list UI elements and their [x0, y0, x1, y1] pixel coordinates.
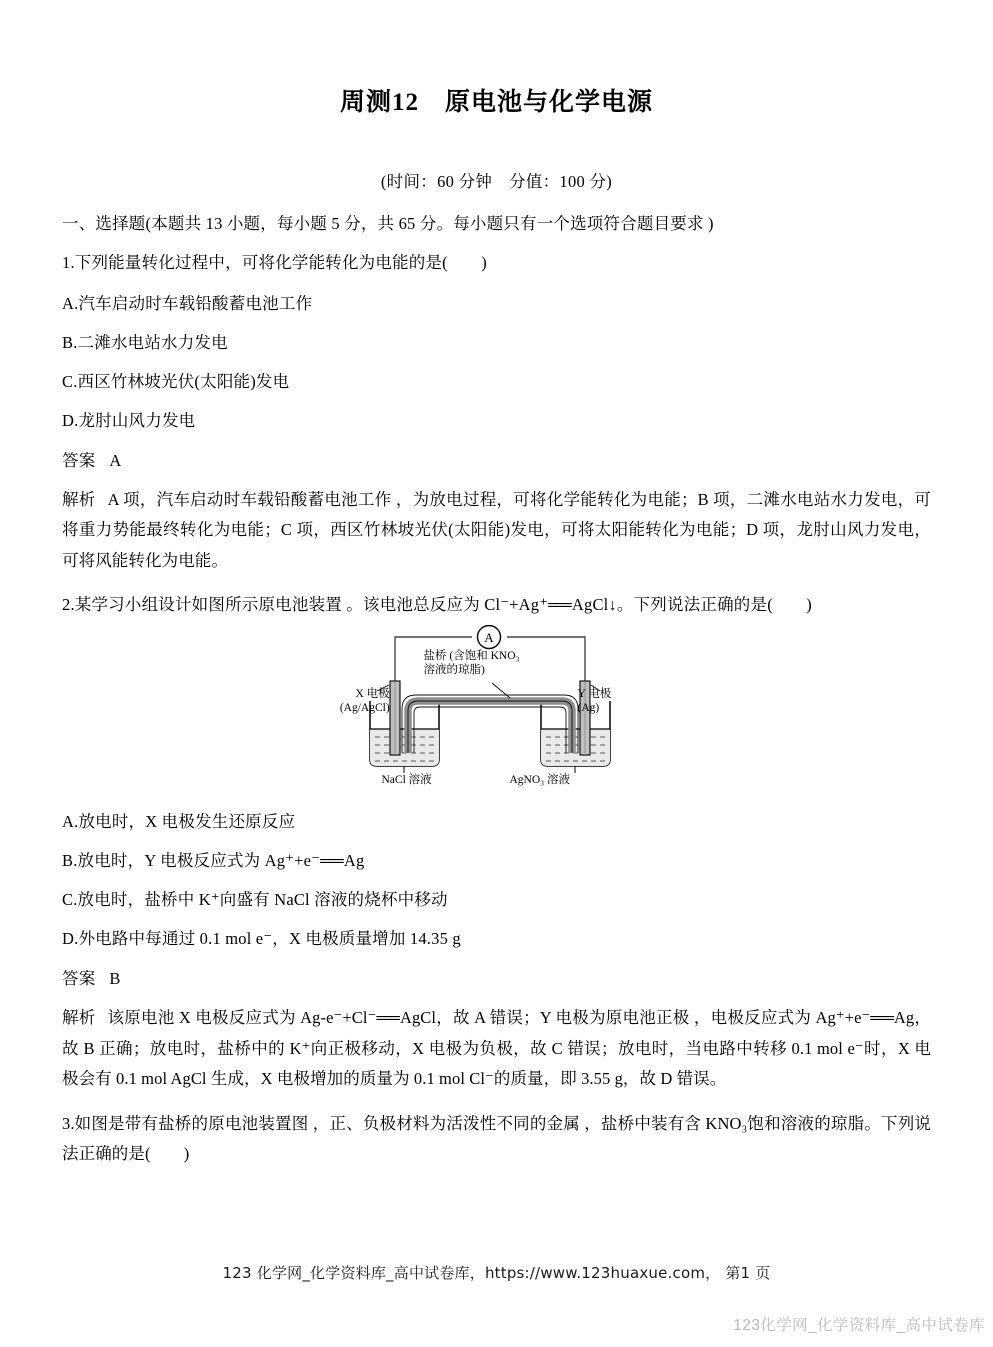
question-2-stem — [62, 593, 931, 617]
y-electrode-label-line2: (Ag) — [577, 702, 600, 715]
answer-value: B — [109, 969, 121, 989]
footer-credit: 123 化学网_化学资料库_高中试卷库，https://www.123huaxue.com， 第1 页 — [222, 1264, 771, 1282]
ammeter-letter: A — [483, 630, 494, 646]
figure-container — [62, 625, 931, 793]
question-1-explanation — [62, 485, 931, 577]
right-solution-label: AgNO₃ 溶液 — [509, 774, 571, 787]
exam-meta: (时间：60 分钟 分值：100 分) — [380, 172, 613, 191]
salt-bridge-label-line2: 溶液的琼脂) — [423, 664, 485, 677]
page-title: 周测12 原电池与化学电源 — [339, 89, 653, 116]
question-2-stem-prefix: 2.某学习小组设计如图所示原电池装置 。该电池总反应为 — [62, 595, 485, 615]
question-2-option-c: C.放电时，盐桥中 K⁺向盛有 NaCl 溶液的烧杯中移动 — [62, 890, 448, 910]
question-2-option-a: A.放电时，X 电极发生还原反应 — [62, 812, 296, 832]
left-solution-label: NaCl 溶液 — [381, 774, 432, 787]
galvanic-cell-figure — [332, 625, 662, 793]
question-1-stem: 1.下列能量转化过程中，可将化学能转化为电能的是( ) — [62, 253, 487, 272]
question-2-answer — [62, 965, 931, 989]
explanation-label: 解析 — [62, 1008, 96, 1028]
question-2-option-d: D.外电路中每通过 0.1 mol e⁻，X 电极质量增加 14.35 g — [62, 929, 461, 949]
question-1-option-c: C.西区竹林坡光伏(太阳能)发电 — [62, 371, 290, 391]
question-3-stem: 3.如图是带有盐桥的原电池装置图 ，正、负极材料为活泼性不同的金属 ，盐桥中装有含 KNO₃饱和溶液的琼脂。下列说法正确的是( ) — [62, 1113, 931, 1164]
answer-value: A — [109, 450, 122, 470]
y-electrode-label — [578, 687, 612, 715]
y-electrode-label-line1: Y 电极 — [577, 688, 612, 701]
section-heading: 一、选择题(本题共 13 小题，每小题 5 分，共 65 分。每小题只有一个选项符合题目要求 ) — [62, 214, 714, 233]
question-2-explanation — [62, 1003, 931, 1095]
question-1-answer — [62, 447, 931, 471]
answer-label: 答案 — [62, 969, 96, 989]
x-electrode-label — [339, 687, 390, 715]
salt-bridge-label — [424, 649, 520, 677]
question-1-option-d: D.龙肘山风力发电 — [62, 410, 196, 430]
salt-bridge-label-line1: 盐桥 (含饱和 KNO₃ — [423, 650, 520, 663]
x-electrode-label-line1: X 电极 — [355, 688, 390, 701]
x-electrode-label-line2: (Ag/AgCl) — [339, 702, 390, 715]
question-1-option-a: A.汽车启动时车载铅酸蓄电池工作 — [62, 293, 313, 313]
question-2-stem-suffix: 。下列说法正确的是( ) — [616, 595, 812, 615]
explanation-text: A 项，汽车启动时车载铅酸蓄电池工作 ，为放电过程，可将化学能转化为电能；B 项，二滩水电站水力发电，可将重力势能最终转化为电能；C 项，西区竹林坡光伏(太阳能)发电，可将太阳能转化为电能；D 项，龙肘山风力发电，可将风能转化为电能。 — [62, 489, 932, 570]
answer-label: 答案 — [62, 450, 96, 470]
question-2-equation: Cl⁻+Ag⁺══AgCl↓ — [484, 595, 617, 615]
explanation-label: 解析 — [62, 489, 96, 509]
question-1-option-b: B.二滩水电站水力发电 — [62, 332, 228, 352]
question-2-option-b: B.放电时，Y 电极反应式为 Ag⁺+e⁻══Ag — [62, 851, 365, 871]
watermark: 123化学网_化学资料库_高中试卷库 — [733, 1317, 985, 1334]
explanation-text: 该原电池 X 电极反应式为 Ag-e⁻+Cl⁻══AgCl，故 A 错误；Y 电极为原电池正极 ，电极反应式为 Ag⁺+e⁻══Ag，故 B 正确；放电时，盐桥中的 K⁺向正极移动，X 电极为负极，故 C 错误；放电时，当电路中转移 0.1 mol e⁻时，X 电极会有 0.1 mol AgCl 生成，X 电极增加的质量为 0.1 mol Cl⁻的质量，即 3.55 g，故 D 错误。 — [62, 1008, 932, 1089]
